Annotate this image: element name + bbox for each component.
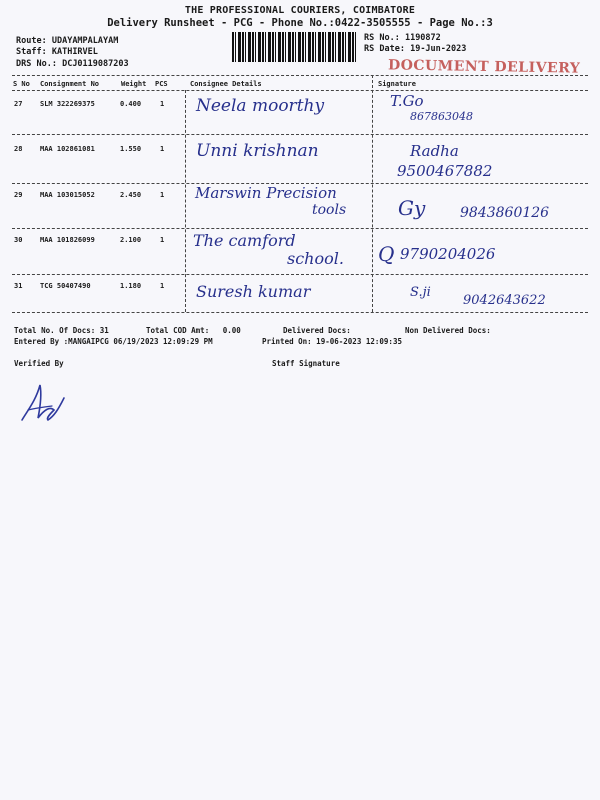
- row-consignment: MAA 101826099: [40, 236, 95, 244]
- row-sno: 28: [14, 145, 23, 153]
- col-pcs-header: PCS: [155, 80, 168, 88]
- row-phone-handwriting: 9042643622: [463, 293, 546, 308]
- col-signature-header: Signature: [378, 80, 416, 88]
- row-phone-handwriting: 9790204026: [400, 245, 496, 263]
- total-cod-label: Total COD Amt:: [146, 326, 210, 335]
- col-consignee-header: Consignee Details: [190, 80, 262, 88]
- row-consignment: MAA 103015052: [40, 191, 95, 199]
- rs-no-label: RS No.:: [364, 33, 400, 43]
- row-signature-handwriting: Q: [378, 242, 395, 266]
- row-signature-handwriting: T.Go: [390, 92, 424, 110]
- rs-date-value: 19-Jun-2023: [410, 44, 467, 54]
- row-consignee-handwriting: The camford: [193, 231, 296, 250]
- row-phone-handwriting: 9500467882: [397, 162, 493, 180]
- row-consignment: TCG 50407490: [40, 282, 91, 290]
- row-rule: [12, 274, 588, 275]
- row-pcs: 1: [160, 191, 165, 199]
- drs-value: DCJ0119087203: [62, 59, 129, 69]
- table-bottom-rule: [12, 312, 588, 313]
- total-docs: [14, 326, 109, 335]
- delivered-docs-label: Delivered Docs:: [283, 326, 351, 335]
- row-consignee-handwriting: Neela moorthy: [196, 96, 325, 116]
- row-signature-handwriting: Radha: [410, 142, 459, 160]
- row-weight: 2.100: [120, 236, 142, 244]
- row-pcs: 1: [160, 282, 165, 290]
- printed-on: Printed On: 19-06-2023 12:09:35: [262, 337, 402, 346]
- consignee-col-left-rule: [185, 90, 186, 312]
- total-docs-value: 31: [99, 326, 109, 335]
- rs-date-label: RS Date:: [364, 44, 405, 54]
- row-signature-handwriting: Gy: [398, 196, 426, 220]
- row-consignment: MAA 102861081: [40, 145, 95, 153]
- total-docs-label: Total No. Of Docs:: [14, 326, 96, 335]
- runsheet-title: Delivery Runsheet - PCG - Phone No.:0422-3505555 - Page No.:3: [107, 17, 493, 29]
- route-line: [16, 36, 118, 46]
- row-sno: 31: [14, 282, 23, 290]
- row-consignee-handwriting-line2: school.: [287, 249, 344, 268]
- table-top-rule: [12, 75, 588, 76]
- staff-value: KATHIRVEL: [51, 47, 98, 57]
- company-title: THE PROFESSIONAL COURIERS, COIMBATORE: [184, 5, 416, 16]
- barcode: [232, 32, 358, 62]
- staff-line: [16, 47, 98, 57]
- row-consignee-handwriting: Suresh kumar: [196, 282, 311, 301]
- rs-date-line: [364, 44, 466, 54]
- non-delivered-docs-label: Non Delivered Docs:: [405, 326, 491, 335]
- row-signature-handwriting: S.ji: [410, 285, 431, 300]
- total-cod-value: 0.00: [222, 326, 241, 335]
- route-label: Route:: [16, 36, 47, 46]
- row-sno: 27: [14, 100, 23, 108]
- row-pcs: 1: [160, 145, 165, 153]
- row-phone-handwriting: 867863048: [410, 110, 473, 123]
- total-cod: [146, 326, 241, 335]
- signature-col-left-rule: [372, 75, 373, 312]
- row-phone-handwriting: 9843860126: [460, 205, 550, 221]
- route-value: UDAYAMPALAYAM: [51, 36, 119, 46]
- row-rule: [12, 228, 588, 229]
- row-pcs: 1: [160, 100, 165, 108]
- row-consignee-handwriting: Unni krishnan: [196, 141, 319, 161]
- drs-line: [16, 59, 129, 69]
- row-sno: 30: [14, 236, 23, 244]
- row-weight: 1.180: [120, 282, 142, 290]
- staff-signature-label: Staff Signature: [272, 359, 340, 368]
- row-weight: 2.450: [120, 191, 142, 199]
- drs-label: DRS No.:: [16, 59, 57, 69]
- row-consignment: SLM 322269375: [40, 100, 95, 108]
- staff-label: Staff:: [16, 47, 47, 57]
- document-delivery-stamp: DOCUMENT DELIVERY: [387, 57, 581, 77]
- rs-no-value: 1190872: [404, 33, 441, 43]
- delivered-docs: [283, 326, 351, 335]
- verified-by-label: Verified By: [14, 359, 64, 368]
- verified-signature-mark: [18, 380, 68, 425]
- col-consignment-header: Consignment No: [40, 80, 100, 88]
- row-consignee-handwriting: Marswin Precision: [195, 184, 337, 202]
- entered-by: Entered By :MANGAIPCG 06/19/2023 12:09:29 PM: [14, 337, 213, 346]
- rs-no-line: [364, 33, 441, 43]
- row-weight: 0.400: [120, 100, 142, 108]
- row-weight: 1.550: [120, 145, 142, 153]
- header-bottom-rule: [12, 90, 588, 91]
- col-weight-header: Weight: [121, 80, 147, 88]
- non-delivered-docs: [405, 326, 491, 335]
- col-sno-header: S No: [13, 80, 30, 88]
- row-rule: [12, 134, 588, 135]
- row-consignee-handwriting-line2: tools: [312, 202, 347, 218]
- row-pcs: 1: [160, 236, 165, 244]
- row-sno: 29: [14, 191, 23, 199]
